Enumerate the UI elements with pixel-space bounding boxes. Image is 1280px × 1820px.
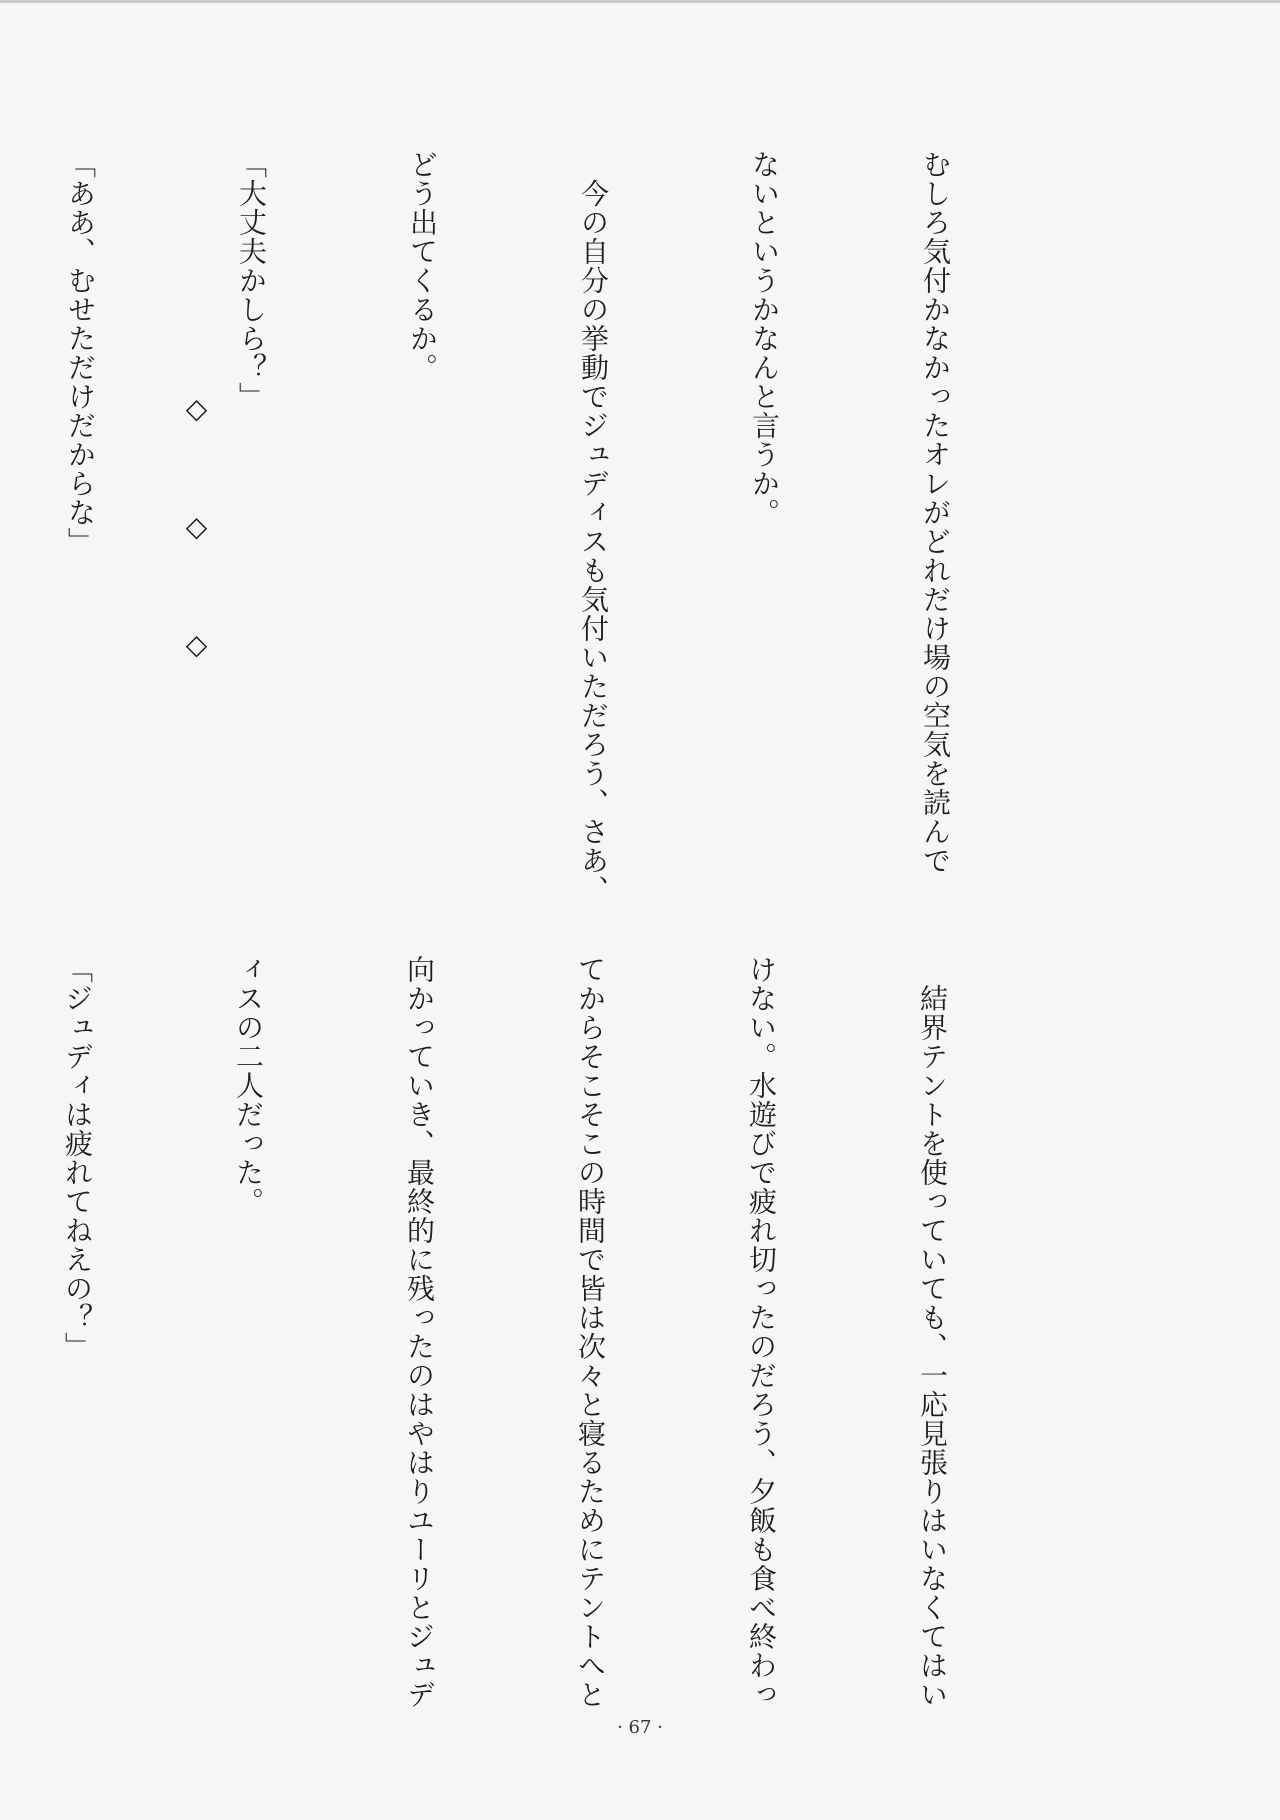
text-line: 「ジュディは疲れてねえの？」	[61, 955, 94, 1361]
text-line: ないというかなんと言うか。	[748, 150, 781, 527]
text-line: ィスの二人だった。	[232, 955, 265, 1216]
text-line: てからそこそこの時間で皆は次々と寝るためにテントへと	[574, 955, 607, 1709]
text-line: けない。水遊びで疲れ切ったのだろう、夕飯も食べ終わっ	[745, 955, 778, 1709]
text-line: 「大丈夫かしら？」	[235, 150, 268, 411]
text-line: どう出てくるか。	[406, 150, 439, 382]
scene-break-diamonds: ◇ ◇ ◇	[180, 392, 213, 699]
page-number: · 67 ·	[617, 1717, 663, 1738]
lower-text-block	[0, 955, 1075, 1709]
upper-text-block	[0, 150, 1078, 904]
text-line: 向かっていき、最終的に残ったのはやはりユーリとジュデ	[403, 955, 436, 1709]
page-edge-line	[0, 0, 1280, 3]
text-line: 「ああ、むせただけだからな」	[64, 150, 97, 556]
text-line: むしろ気付かなかったオレがどれだけ場の空気を読んで	[919, 150, 952, 875]
text-line: 今の自分の挙動でジュディスも気付いただろう、さあ、	[577, 150, 610, 904]
text-line: 結界テントを使っていても、一応見張りはいなくてはい	[916, 955, 949, 1709]
